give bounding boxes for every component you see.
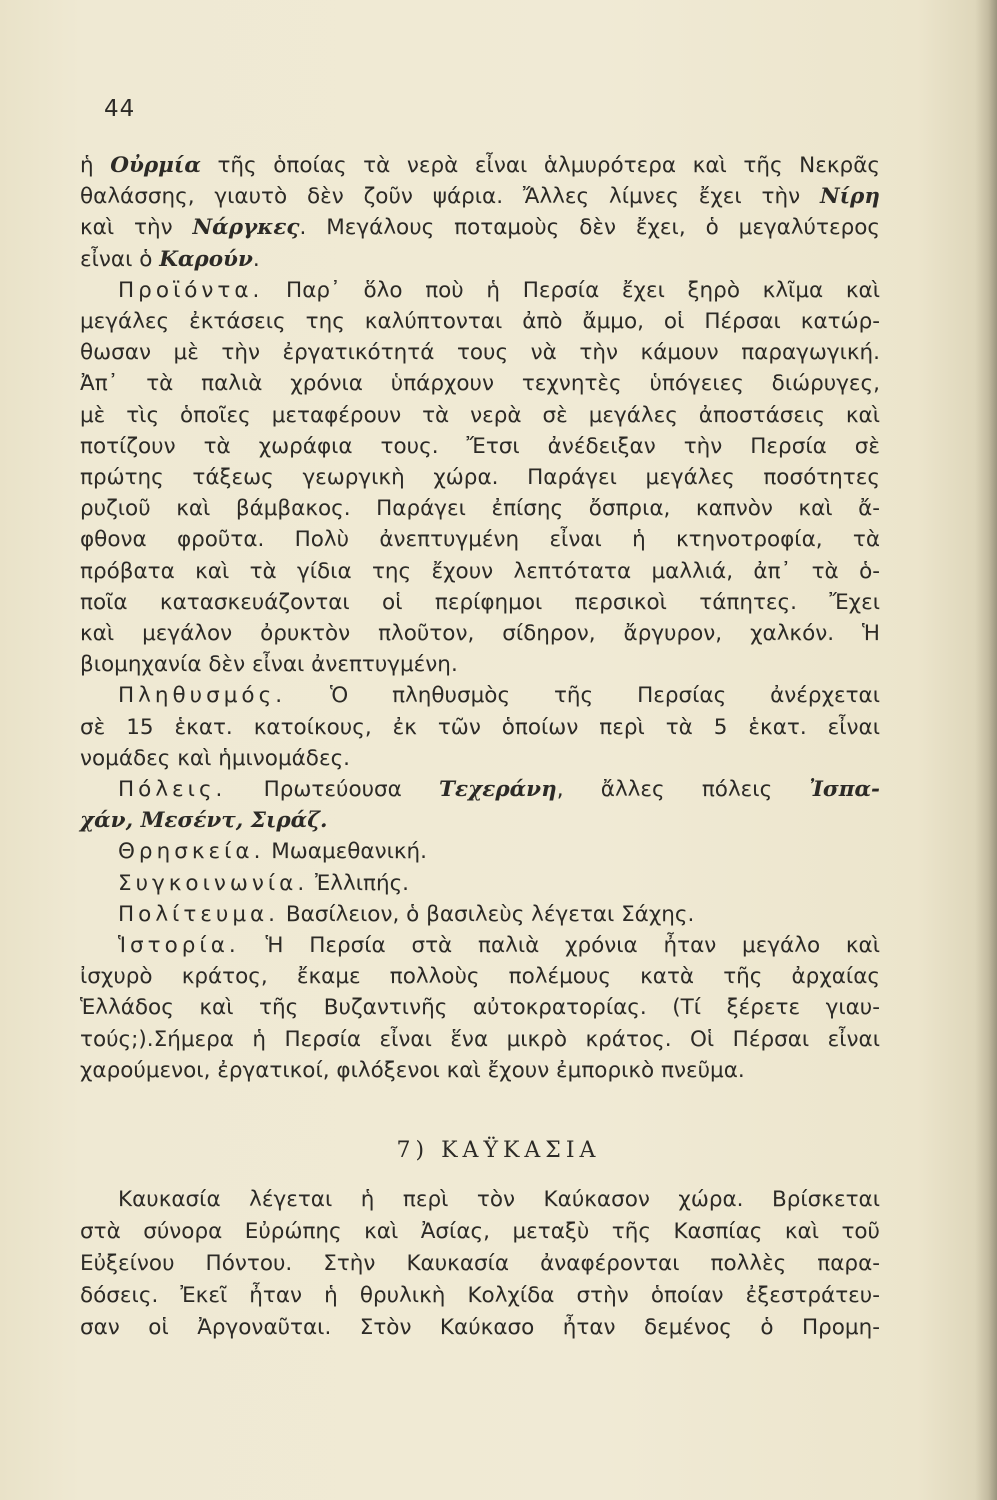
text-line: πρόβατα καὶ τὰ γίδια της ἔχουν λεπτότατα μαλλιά, ἀπ᾿ τὰ ὁ- xyxy=(80,558,880,584)
text-line: δόσεις. Ἐκεῖ ἦταν ἡ θρυλικὴ Κολχίδα στὴν ὁποίαν ἐξεστράτευ- xyxy=(80,1283,880,1308)
text-line: μεγάλες ἐκτάσεις της καλύπτονται ἀπὸ ἄμμο, οἱ Πέρσαι κατώρ- xyxy=(80,309,880,335)
text-line: Καυκασία λέγεται ἡ περὶ τὸν Καύκασον χώρα. Βρίσκεται xyxy=(118,1187,880,1212)
text-line: φθονα φροῦτα. Πολὺ ἀνεπτυγμένη εἶναι ἡ κτηνοτροφία, τὰ xyxy=(80,527,880,553)
transport-line: Συγκοινωνία. Ἐλλιπής. xyxy=(118,870,410,896)
city-name: Ἰσπα- xyxy=(809,777,880,803)
page-binding-shadow xyxy=(975,0,997,1500)
text-line: θωσαν μὲ τὴν ἐργατικότητά τους νὰ τὴν κάμουν παραγωγική. xyxy=(80,340,880,366)
city-name: Μεσέντ xyxy=(140,808,236,834)
text-line: νομάδες καὶ ἡμινομάδες. xyxy=(80,745,351,771)
religion-heading: Θρησκεία. xyxy=(118,839,265,865)
text-line: θαλάσσης, γιαυτὸ δὲν ζοῦν ψάρια. Ἄλλες λίμνες ἔχει τὴν Νίρη xyxy=(80,184,880,210)
religion-line: Θρησκεία. Μωαμεθανική. xyxy=(118,839,428,865)
text-line: ἰσχυρὸ κράτος, ἔκαμε πολλοὺς πολέμους κατὰ τῆς ἀρχαίας xyxy=(80,964,880,990)
text-line: σὲ 15 ἑκατ. κατοίκους, ἐκ τῶν ὁποίων περὶ τὰ 5 ἑκατ. εἶναι xyxy=(80,714,880,740)
text-line: καὶ μεγάλον ὀρυκτὸν πλοῦτον, σίδηρον, ἄργυρον, χαλκόν. Ἡ xyxy=(80,621,880,647)
text-line: ποτίζουν τὰ χωράφια τους. Ἔτσι ἀνέδειξαν τὴν Περσία σὲ xyxy=(80,433,880,459)
capital-name: Τεχεράνη xyxy=(439,777,557,803)
lake-name: Νίρη xyxy=(820,184,880,210)
transport-heading: Συγκοινωνία. xyxy=(118,870,309,896)
text-line: στὰ σύνορα Εὐρώπης καὶ Ἀσίας, μεταξὺ τῆς Κασπίας καὶ τοῦ xyxy=(80,1219,880,1244)
lake-name: Νάργκες xyxy=(192,215,300,241)
text-line: τούς;).Σήμερα ἡ Περσία εἶναι ἕνα μικρὸ κράτος. Οἱ Πέρσαι εἶναι xyxy=(80,1026,880,1052)
text-line: πρώτης τάξεως γεωργικὴ χώρα. Παράγει μεγάλες ποσότητες xyxy=(80,465,880,491)
text-line: ἡ Οὐρμία τῆς ὁποίας τὰ νερὰ εἶναι ἁλμυρότερα καὶ τῆς Νεκρᾶς xyxy=(80,153,880,178)
products-heading: Προϊόντα. xyxy=(118,277,264,303)
text-line: μὲ τὶς ὁποῖες μεταφέρουν τὰ νερὰ σὲ μεγάλες ἀποστάσεις καὶ xyxy=(80,402,880,428)
city-name: Σιράζ xyxy=(250,808,320,834)
main-text xyxy=(80,150,880,1086)
river-name: Καρούν xyxy=(159,246,253,272)
section-title: 7) ΚΑΫΚΑΣΙΑ xyxy=(396,1138,601,1163)
cities-first-line: Πόλεις. Πρωτεύουσα Τεχεράνη, ἄλλες πόλεις Ἰσπα- xyxy=(118,777,880,803)
city-name: χάν xyxy=(80,808,126,834)
cities-heading: Πόλεις. xyxy=(118,777,227,803)
history-first-line: Ἱστορία. Ἡ Περσία στὰ παλιὰ χρόνια ἦταν μεγάλο καὶ xyxy=(118,933,880,959)
lake-name: Οὐρμία xyxy=(110,153,201,178)
text-line: Εὐξείνου Πόντου. Στὴν Καυκασία ἀναφέρονται πολλὲς παρα- xyxy=(80,1251,880,1276)
government-line: Πολίτευμα. Βασίλειον, ὁ βασιλεὺς λέγεται Σάχης. xyxy=(118,901,695,927)
text-line: ρυζιοῦ καὶ βάμβακος. Παράγει ἐπίσης ὄσπρια, καπνὸν καὶ ἄ- xyxy=(80,496,880,522)
population-first-line: Πληθυσμός. Ὁ πληθυσμὸς τῆς Περσίας ἀνέρχεται xyxy=(118,683,880,709)
section-text xyxy=(80,1184,880,1344)
population-heading: Πληθυσμός. xyxy=(118,683,287,709)
products-first-line: Προϊόντα. Παρ᾿ ὅλο ποὺ ἡ Περσία ἔχει ξηρὸ κλῖμα καὶ xyxy=(118,277,880,303)
history-heading: Ἱστορία. xyxy=(118,933,240,959)
text-line: σαν οἱ Ἀργοναῦται. Στὸν Καύκασο ἦταν δεμένος ὁ Προμη- xyxy=(80,1315,880,1340)
text-line: ποῖα κατασκευάζονται οἱ περίφημοι περσικοὶ τάπητες. Ἔχει xyxy=(80,589,880,615)
page-number: 44 xyxy=(104,96,136,122)
government-heading: Πολίτευμα. xyxy=(118,901,280,927)
cities-second-line: χάν, Μεσέντ, Σιράζ. xyxy=(80,808,328,834)
text-line: Ἀπ᾿ τὰ παλιὰ χρόνια ὑπάρχουν τεχνητὲς ὑπόγειες διώρυγες, xyxy=(80,371,880,397)
text-line: χαρούμενοι, ἐργατικοί, φιλόξενοι καὶ ἔχουν ἐμπορικὸ πνεῦμα. xyxy=(80,1057,745,1083)
text-line: Ἑλλάδος καὶ τῆς Βυζαντινῆς αὐτοκρατορίας. (Τί ξέρετε γιαυ- xyxy=(80,995,880,1021)
text-line: βιομηχανία δὲν εἶναι ἀνεπτυγμένη. xyxy=(80,652,458,678)
text-line: καὶ τὴν Νάργκες. Μεγάλους ποταμοὺς δὲν ἔχει, ὁ μεγαλύτερος xyxy=(80,215,880,241)
text-line: εἶναι ὁ Καρούν. xyxy=(80,246,260,272)
